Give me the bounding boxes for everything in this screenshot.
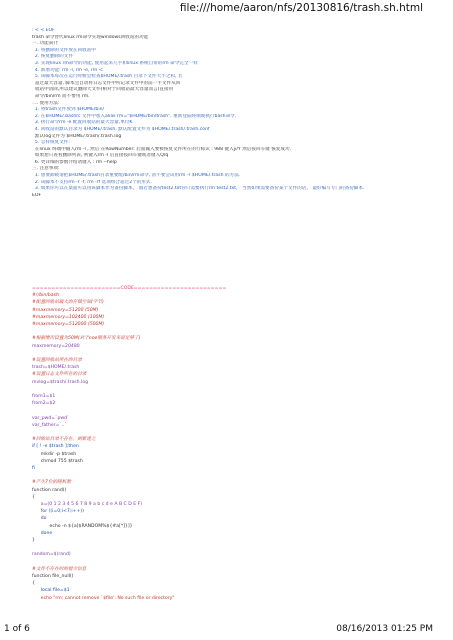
intro-line: 1. 想要卸载请把$HOME/.trash目录重要配/bin/rm命令, 清不要尝试用rm -r $HOME/.trash 的方法. (32, 173, 241, 179)
code-line: { (32, 581, 35, 587)
intro-line: 在linux 终端中输入rm -l , 然后 在RowNumber: 后面输入要被恢复文件所在的行标识 : 988 键入y/Y 然后按回车键 恢复成功. (32, 146, 292, 152)
code-line: if [ ! -e $trash ];then (32, 444, 79, 450)
code-line (32, 429, 432, 436)
intro-line: 3. 实现linux rm命令的功能, 使用起来几乎和linux 系统自带的rm 命令完全一样 (32, 60, 198, 66)
print-datetime: 08/16/2013 01:25 PM (336, 624, 433, 634)
code-line: #回收站目录不存在，则新建之 (32, 437, 96, 443)
code-line (32, 386, 432, 393)
intro-line: 1. 将删除的文件放在回收站中 (32, 47, 96, 53)
intro-section (32, 28, 432, 199)
code-line (32, 544, 432, 551)
document-title: file:///home/aaron/nfs/20130816/trash.sh.html (179, 2, 423, 14)
code-line: #文件不存在时的提示信息 (32, 566, 87, 572)
code-line: #设置回收站所在的目录 (32, 358, 82, 363)
intro-line: 一. 功能简介 (32, 41, 58, 47)
intro-line: 2. 恢复删除的文件 (32, 54, 73, 60)
code-line: random=$(rand) (32, 552, 71, 558)
code-line: #设置日志文件所在的目录 (32, 372, 87, 378)
intro-line: EOF (32, 192, 42, 198)
intro-line: 3. 执行命令rm -e 配置回收站的最大容量,单位K (32, 120, 133, 126)
code-line: #根据情况设置为50M(对于noe服务开发来说足够了) (32, 336, 141, 342)
code-line: { (32, 494, 35, 500)
code-line: } (32, 538, 35, 544)
page-number: 1 of 6 (4, 624, 30, 634)
intro-line: 二. 使用方法: (32, 100, 60, 106)
intro-line: : < < EOF (32, 28, 55, 33)
code-line (32, 350, 432, 357)
code-section (32, 285, 432, 602)
code-line (32, 328, 432, 335)
code-line: var_pwd=`pwd` (32, 415, 70, 421)
intro-line: 如果想只查看删除列表, 则键入rm -l 后直接按回车键或者键入Q/q (32, 153, 169, 159)
intro-line: 三. 注意事项: (32, 166, 60, 172)
intro-line: trash 命令替代linux rm命令实现windows回收站的功能 (32, 34, 149, 40)
code-line: trash=$HOME/.trash (32, 365, 80, 371)
code-line (32, 472, 432, 479)
code-line: mvlog=$trash/.trash.log (32, 379, 89, 385)
code-line (32, 407, 432, 414)
code-line: #!/bin/bash (32, 293, 59, 299)
code-line: =======================CODE======================== (32, 286, 227, 291)
code-line: a=(0 1 2 3 4 5 6 7 8 9 a b c d e A B C D E F) (32, 502, 143, 507)
intro-line: 命令/bin/rm 而不要用 rm. (32, 93, 90, 99)
code-line: function file_null() (32, 574, 74, 579)
intro-line: 3. 如果你可以在桌面可以用该脚本作为备份脚本， 假若想备份test2.txt你只需要执行rm test2.txt， 当然如果需要备份某个文件的话， 最好编写专门的备份脚本. (32, 186, 365, 192)
code-line: from1=$1 (32, 394, 56, 399)
intro-line: 2. 该脚本不支持rm -r -f, rm -rf 选项组合超过2个的形式. (32, 179, 152, 185)
intro-line: 默认log文件为 $HOME/.trash/.trash.log (32, 133, 122, 139)
code-line: chmod 755 $trash (32, 458, 83, 464)
code-line: mkdir -p $trash (32, 451, 77, 457)
intro-line: 1. 将trash文件放到 $HOME/bin/ (32, 107, 105, 113)
intro-line: 2. 在$HOME/.bashrc 文件中加入alias rm="$HOME/bin/trash", 重新登陆终端或执行bash命令. (32, 113, 237, 119)
code-line (32, 559, 432, 566)
code-line: maxmemory=20480 (32, 343, 80, 349)
code-line: #maxmemory=512000 (500M) (32, 322, 105, 328)
code-line: done (32, 530, 53, 536)
code-line: for ((i=0;i<7;i++)) (32, 509, 84, 515)
intro-line: 超过最大容量, 脚本会自动将日志文件中所记录文件中的前一半文件从回 (32, 80, 181, 86)
code-line: #产生7位的随机数 (32, 480, 71, 486)
code-line: #配置回收站最大的存储空间(字节) (32, 300, 104, 306)
code-line: echo -n ${a[$RANDOM%${#a[*]}]} (32, 523, 133, 529)
intro-line: 收站中清除,所以建议删除大文件(相对于回收站最大容量而言)直接用 (32, 87, 174, 93)
intro-line: 4. 回收站的默认目录为 $HOME/.trash, 默认配置文件为 $HOME/.trash/.trash.conf (32, 126, 210, 132)
code-line: from2=$2 (32, 401, 56, 407)
intro-line: 5. 怎样恢复文件: (32, 140, 70, 146)
code-line: function rand() (32, 487, 67, 493)
code-line: fi (32, 466, 35, 471)
intro-line: 5. 该脚本每次在运行时候会检查$HOME/.trash 目录下文件大小之和, 若 (32, 74, 183, 80)
code-line: #maxmemory=51200 (50M) (32, 307, 99, 313)
code-line: local file=$1 (32, 588, 70, 594)
code-line: do (32, 516, 47, 522)
intro-line: 4. 新增功能: rm -l, rm -e, rm -c (32, 67, 103, 73)
code-line: var_father=`..` (32, 422, 67, 428)
intro-line: 6. 更详细的参数介绍请键入 : rm --help (32, 159, 117, 165)
code-line: #maxmemory=102400 (100M) (32, 314, 105, 320)
code-line: echo "rm: cannot remove `$file': No such file or directory" (32, 595, 175, 601)
